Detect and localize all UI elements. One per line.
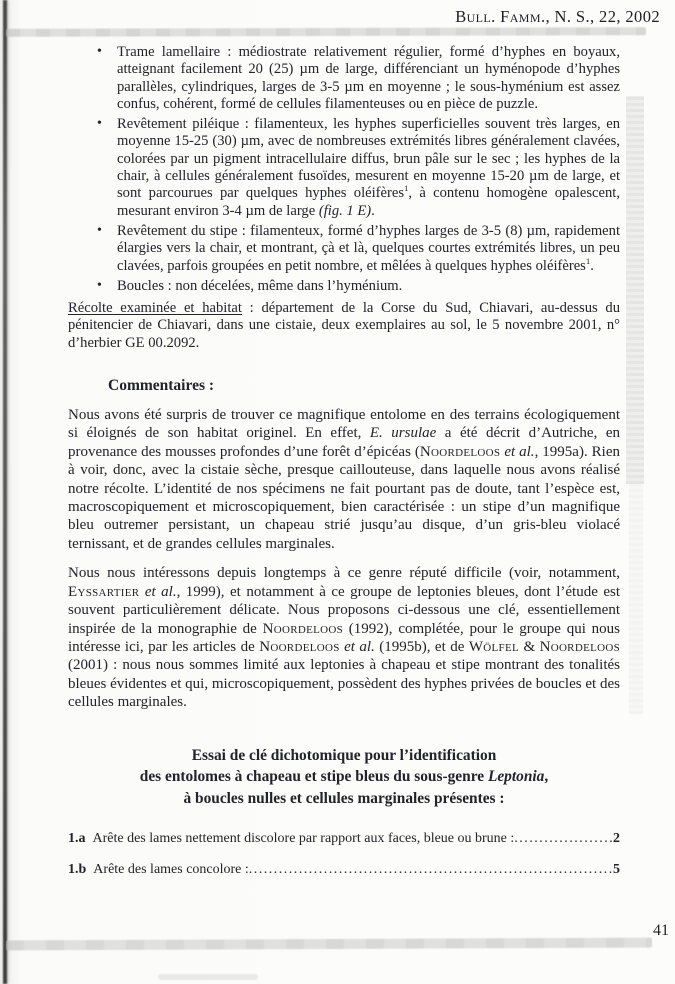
bullet-icon: • bbox=[97, 222, 102, 238]
key-item-1a bbox=[68, 831, 620, 847]
key-title bbox=[68, 745, 620, 810]
key-items bbox=[68, 831, 620, 878]
dotted-leader bbox=[249, 862, 613, 878]
description-item-text: Revêtement du stipe : filamenteux, formé d’hyphes larges de 3-5 (8) µm, rapidement élargies vers la chair, et montrant, çà et là, quelques courtes extrémités libres, un peu clavées, parfois groupées en petit nombre, et mêlées à quelques hyphes oléifères$^1$. bbox=[117, 222, 620, 274]
page-number: 41 bbox=[653, 922, 669, 939]
collection-habitat-paragraph: Récolte examinée et habitat : département de la Corse du Sud, Chiavari, au-dessus du pénitencier de Chiavari, dans une cistaie, deux exemplaires au sol, le 5 novembre 2001, n° d’herbier GE 00.2092. bbox=[68, 300, 621, 351]
description-item-trame bbox=[68, 44, 620, 113]
bullet-icon: • bbox=[97, 44, 102, 59]
bullet-icon: • bbox=[97, 277, 102, 293]
description-list bbox=[68, 44, 620, 295]
key-title-line-1: Essai de clé dichotomique pour l’identification bbox=[191, 746, 497, 764]
description-item-revetement-pileique bbox=[68, 116, 620, 220]
description-item-text: Revêtement piléique : filamenteux, les hyphes superficielles souvent très larges, en moyenne 15-25 (30) µm, avec de nombreuses extrémités libres généralement clavées, colorées par un pigment intracellulaire diffus, brun pâle sur le sec ; les hyphes de la chair, à cellules généralement fusoïdes, mesurent en moyenne 15-20 µm de large, et sont parcourues par quelques hyphes oléifères$^1$, à contenu homogène opalescent, mesurant environ 3-4 µm de large (fig. 1 E). bbox=[117, 116, 620, 219]
key-item-1b bbox=[68, 862, 620, 878]
scan-smudge-right bbox=[626, 96, 644, 484]
scan-smudge-bottom bbox=[6, 938, 652, 951]
scan-smudge-right-lower bbox=[629, 484, 643, 714]
key-item-target: 5 bbox=[613, 862, 620, 878]
dotted-leader bbox=[514, 831, 613, 847]
scan-smudge-corner bbox=[158, 974, 258, 980]
comments-paragraph-2: Nous nous intéressons depuis longtemps à ce genre réputé difficile (voir, notamment, Eyssartier et al., 1999), et notamment à ce groupe de leptonies bleues, dont l’étude est souvent particulièrement délicate. Nous proposons ci-dessous une clé, essentiellement inspirée de la monographie de Noordeloos (1992), complétée, pour le groupe qui nous intéresse ici, par les articles de Noordeloos et al. (1995b), et de Wölfel & Noordeloos (2001) : nous nous sommes limité aux leptonies à chapeau et stipe montrant des tonalités bleues évidentes et qui, microscopiquement, possèdent des hyphes privées de boucles et des cellules marginales. bbox=[68, 565, 621, 711]
comments-paragraph-1: Nous avons été surpris de trouver ce magnifique entolome en des terrains écologiquement si éloignés de son habitat originel. En effet, E. ursulae a été décrit d’Autriche, en provenance des mousses profondes d’une forêt d’épicéas (Noordeloos et al., 1995a). Rien à voir, donc, avec la cistaie sèche, presque caillouteuse, dans laquelle nous avons réalisé notre récolte. L’identité de nos spécimens ne fait pourtant pas de doute, tant l’espèce est, macroscopiquement et microscopiquement, bien caractérisée : un stipe d’un magnifique bleu outremer persistant, un chapeau strié jusqu’au disque, d’un gris-bleu violacé ternissant, et de grandes cellules marginales. bbox=[68, 407, 621, 552]
description-item-text: Boucles : non décelées, même dans l’hyménium. bbox=[117, 277, 403, 294]
key-item-target: 2 bbox=[613, 831, 620, 847]
page-content bbox=[68, 44, 620, 893]
key-item-text: Arête des lames concolore : bbox=[93, 862, 249, 878]
key-item-text: Arête des lames nettement discolore par rapport aux faces, bleue ou brune : bbox=[92, 831, 515, 847]
bullet-icon: • bbox=[97, 116, 102, 132]
key-title-line-3: à boucles nulles et cellules marginales présentes : bbox=[183, 789, 505, 807]
key-title-line-2: des entolomes à chapeau et stipe bleus du sous-genre Leptonia, bbox=[139, 768, 549, 786]
scan-binding-line bbox=[3, 0, 7, 984]
description-item-text: Trame lamellaire : médiostrate relativement régulier, formé d’hyphes en boyaux, atteignant facilement 20 (25) µm de large, différenciant un hyménopode d’hyphes parallèles, cylindriques, larges de 3-5 µm en moyenne ; le sous-hyménium est assez confus, cohérent, formé de cellules filamenteuses ou en pièce de puzzle. bbox=[117, 44, 620, 112]
journal-header: Bull. Famm., N. S., 22, 2002 bbox=[455, 7, 660, 26]
scan-smudge-top bbox=[6, 27, 646, 37]
comments-heading: Commentaires : bbox=[108, 377, 215, 395]
description-item-revetement-stipe bbox=[68, 223, 620, 275]
key-item-number: 1.b bbox=[68, 862, 87, 878]
key-item-number: 1.a bbox=[68, 831, 86, 847]
description-item-boucles bbox=[68, 278, 620, 295]
